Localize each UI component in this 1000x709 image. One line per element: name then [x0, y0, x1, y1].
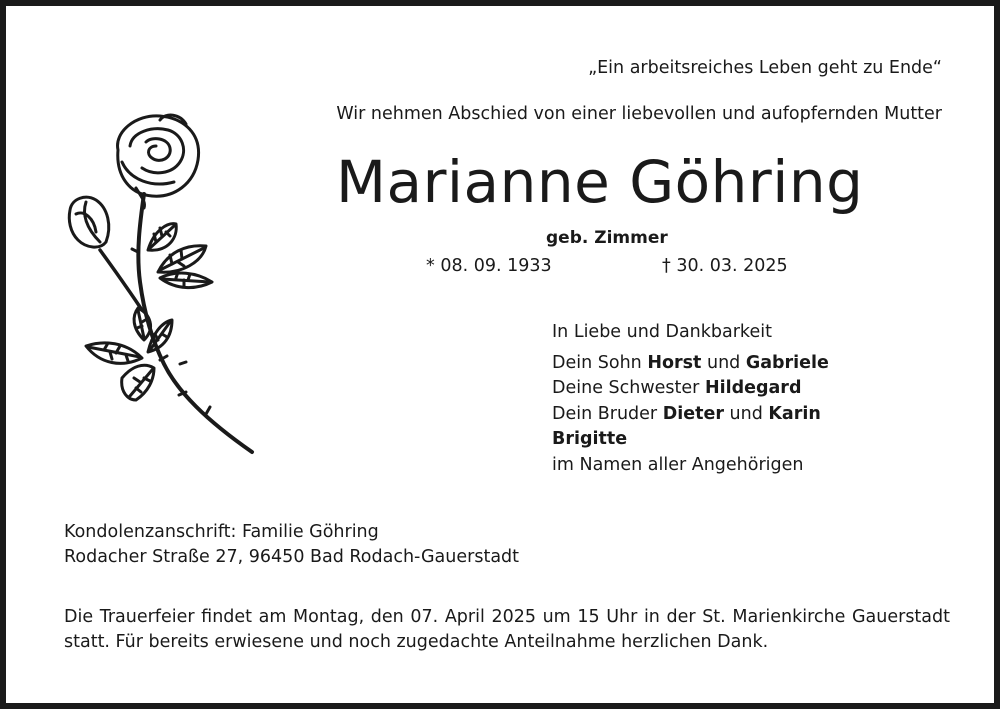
- brother-name: Dieter: [662, 403, 724, 424]
- deceased-name: Marianne Göhring: [336, 148, 864, 216]
- maiden-name: geb. Zimmer: [546, 228, 668, 248]
- brother-partner-name: Karin: [768, 403, 821, 424]
- son-prefix: Dein Sohn: [552, 352, 648, 373]
- mourners-block: [552, 320, 829, 479]
- son-name: Horst: [647, 352, 702, 373]
- son-partner-name: Gabriele: [745, 352, 829, 373]
- birth-date: * 08. 09. 1933: [426, 256, 552, 276]
- mourner-extra-line: [552, 427, 829, 453]
- quote-line: „Ein arbeitsreiches Leben geht zu Ende“: [588, 58, 942, 78]
- mourners-intro: In Liebe und Dankbarkeit: [552, 322, 772, 342]
- extra-mourner-name: Brigitte: [552, 429, 628, 450]
- son-and: und: [701, 352, 746, 373]
- farewell-line: Wir nehmen Abschied von einer liebevollen und aufopfernden Mutter: [336, 104, 942, 124]
- mourner-son-line: [552, 351, 829, 377]
- sister-prefix: Deine Schwester: [552, 378, 705, 399]
- rose-illustration-icon: [56, 102, 261, 457]
- funeral-service-text: Die Trauerfeier findet am Montag, den 07. April 2025 um 15 Uhr in der St. Marienkirche Gauerstadt statt. Für bereits erwiesene und noch zugedachte Anteilnahme herzlichen Dank.: [64, 607, 950, 652]
- brother-and: und: [723, 403, 769, 424]
- address-line-1: Kondolenzanschrift: Familie Göhring: [64, 522, 379, 542]
- address-line-2: Rodacher Straße 27, 96450 Bad Rodach-Gauerstadt: [64, 547, 520, 567]
- mourner-sister-line: [552, 376, 829, 402]
- mourner-brother-line: [552, 402, 829, 428]
- death-date: † 30. 03. 2025: [662, 256, 788, 276]
- sister-name: Hildegard: [704, 378, 802, 399]
- condolence-address: [64, 520, 519, 570]
- mourners-closing: im Namen aller Angehörigen: [552, 454, 804, 475]
- brother-prefix: Dein Bruder: [552, 403, 663, 424]
